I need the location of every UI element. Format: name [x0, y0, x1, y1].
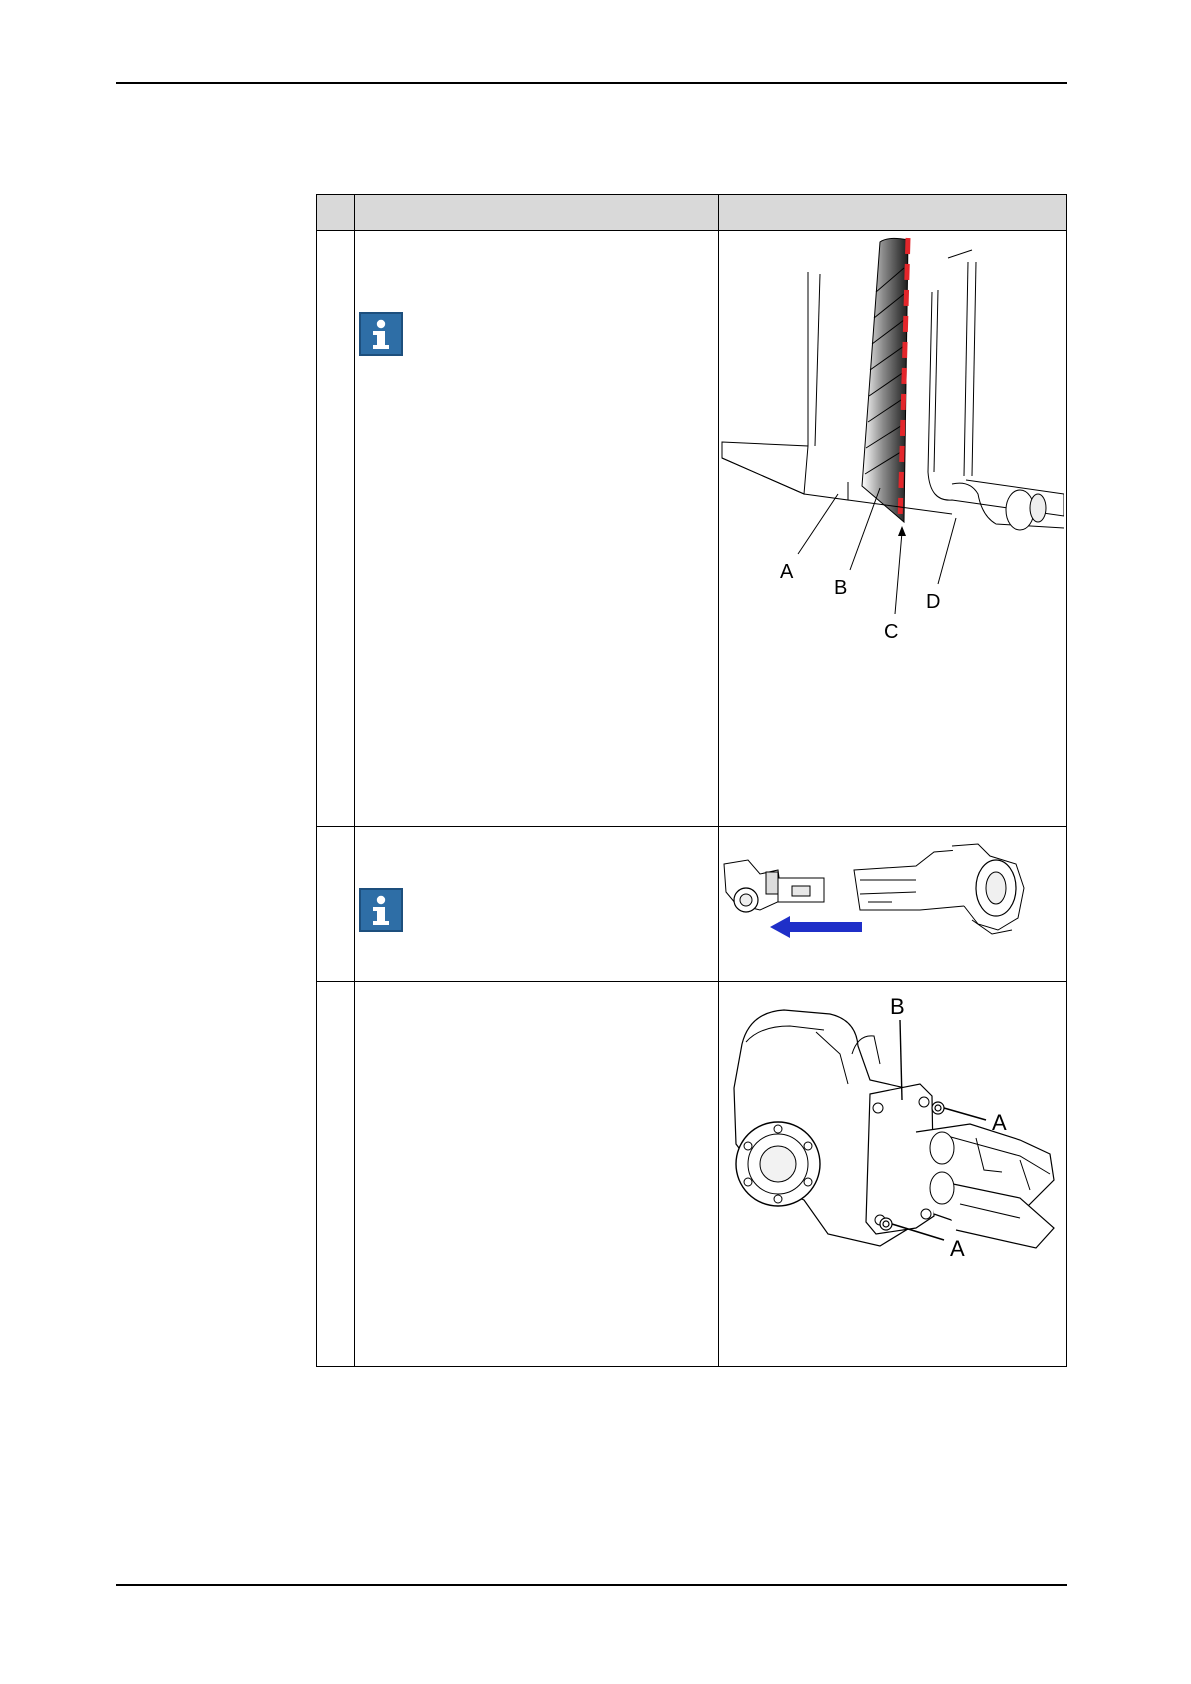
table-border-bottom — [316, 1366, 1067, 1367]
header-divider — [316, 230, 1067, 231]
table-divider-info — [718, 194, 719, 1367]
header-rule — [116, 82, 1067, 84]
cable-cross-section-illustration — [720, 232, 1064, 652]
motor-removal-illustration — [720, 830, 1064, 978]
footer-rule — [116, 1584, 1067, 1586]
callout-a: A — [992, 1110, 1007, 1135]
callout-b: B — [890, 994, 905, 1019]
table-border-right — [1066, 194, 1067, 1367]
motion-arrow — [788, 922, 862, 932]
info-icon — [359, 312, 403, 356]
table-divider-step — [354, 194, 355, 1367]
procedure-table — [316, 194, 1067, 1367]
callout-b: B — [834, 577, 848, 599]
row-divider — [316, 981, 1067, 982]
table-border-top — [316, 194, 1067, 195]
table-header — [316, 194, 1067, 230]
info-icon — [359, 888, 403, 932]
callout-a: A — [950, 1236, 965, 1261]
callout-c: C — [884, 621, 899, 643]
table-border-left — [316, 194, 317, 1367]
motor-attachment-screws-illustration — [720, 984, 1064, 1314]
row-divider — [316, 826, 1067, 827]
callout-d: D — [926, 591, 941, 613]
callout-a: A — [780, 561, 794, 583]
